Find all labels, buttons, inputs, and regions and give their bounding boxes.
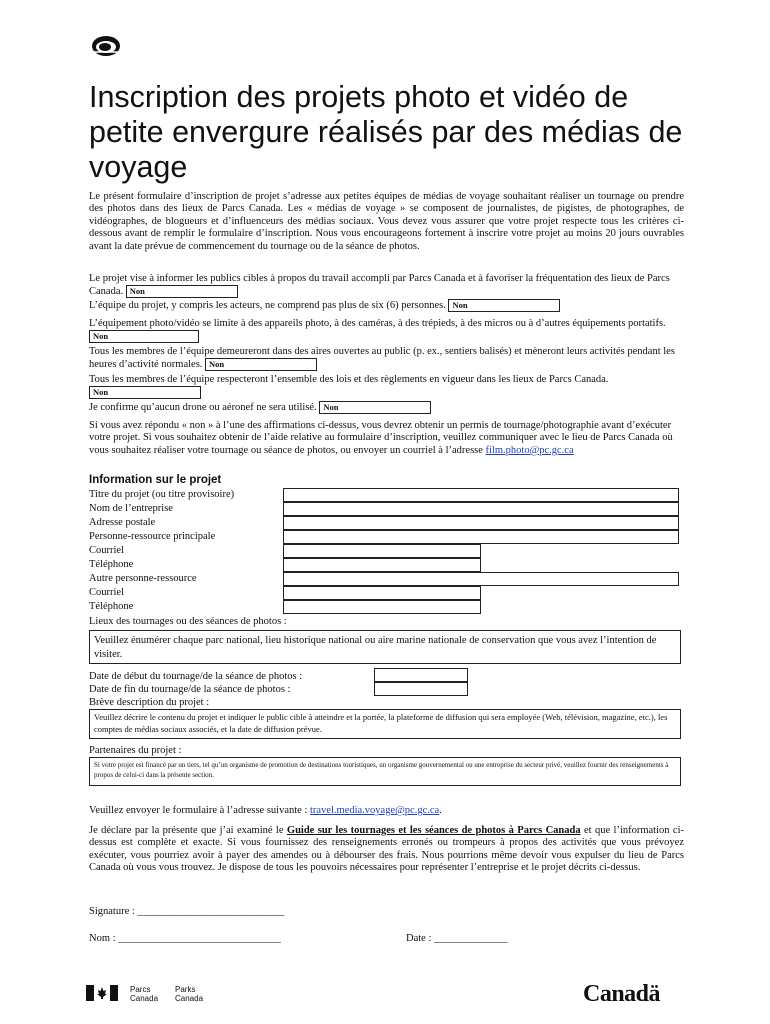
- permit-paragraph: [89, 420, 689, 457]
- question-6-answer[interactable]: Non: [319, 401, 431, 414]
- send-email-link[interactable]: travel.media.voyage@pc.gc.ca: [310, 805, 440, 816]
- label-personne: Personne-ressource principale: [89, 531, 216, 542]
- declaration-paragraph: [89, 825, 684, 875]
- label-breve-description: Brève description du projet :: [89, 697, 210, 708]
- input-courriel-1[interactable]: [283, 544, 481, 558]
- question-1: [89, 273, 689, 299]
- question-2-answer[interactable]: Non: [448, 299, 560, 312]
- film-email-link[interactable]: film.photo@pc.gc.ca: [485, 444, 574, 456]
- declaration-post: et que l’information ci-dessus est complète et exacte. Si vous fournissez des renseignements erronés ou trompeurs à propos des activités que vous prévoyez exécuter, vous pourriez avoir à payer des amendes ou à débourser des frais. Nous pourrions même devoir vous expulser du lieu de Parcs Canada où vous vous trouvez. Je dispose de tous les pouvoirs nécessaires pour représenter l’entreprise et le projet décrits ci-dessus.: [89, 825, 684, 874]
- question-4: [89, 346, 689, 372]
- permit-text: Si vous avez répondu « non » à l’une des affirmations ci-dessus, vous devrez obtenir un permis de tournage/photographie avant d’exécuter votre projet. Si vous souhaitez obtenir de l’aide relative au formulaire d’inscription, veuillez communiquer avec le lieu de Parcs Canada où vous souhaitez réaliser votre tournage ou séance de photos, ou envoyer un courriel à l’adresse: [89, 420, 673, 456]
- question-4-answer[interactable]: Non: [205, 358, 317, 371]
- guide-link[interactable]: Guide sur les tournages et les séances de photos à Parcs Canada: [286, 825, 581, 836]
- input-date-fin[interactable]: [374, 682, 468, 696]
- question-5-answer[interactable]: Non: [89, 386, 201, 399]
- label-autre-personne: Autre personne-ressource: [89, 573, 197, 584]
- input-date-debut[interactable]: [374, 668, 468, 682]
- footer-parcs-canada: [130, 985, 158, 1003]
- nom-line[interactable]: Nom : _______________________________: [89, 933, 281, 944]
- question-6-text: Je confirme qu’aucun drone ou aéronef ne sera utilisé.: [89, 401, 317, 413]
- question-5: [89, 374, 689, 400]
- intro-paragraph: Le présent formulaire d’inscription de projet s’adresse aux petites équipes de médias de voyage souhaitant réaliser un tournage ou prendre des photos dans des lieux de Parcs Canada. Les « médias de voyage » se composent de journalistes, de pigistes, de photographes, de vidéographes, de blogueurs et d’influenceurs des médias sociaux. Vous devez vous assurer que votre projet respecte tous les critères ci-dessous avant de remplir le formulaire d’inscription. Nous vous encourageons fortement à inscrire votre projet au moins 20 jours ouvrables avant la date prévue de commencement du tournage ou de la séance de photos.: [89, 191, 684, 252]
- label-telephone-1: Téléphone: [89, 559, 134, 570]
- label-partenaires: Partenaires du projet :: [89, 745, 182, 756]
- label-lieux: Lieux des tournages ou des séances de photos :: [89, 616, 287, 627]
- input-titre[interactable]: [283, 488, 679, 502]
- input-telephone-1[interactable]: [283, 558, 481, 572]
- label-entreprise: Nom de l’entreprise: [89, 503, 173, 514]
- footer-parcs: Parcs: [130, 985, 151, 994]
- label-titre: Titre du projet (ou titre provisoire): [89, 489, 235, 500]
- question-3-text: L’équipement photo/vidéo se limite à des appareils photo, à des caméras, à des trépieds, à des micros ou à d’autres équipements portatifs.: [89, 318, 666, 329]
- send-line: Veuillez envoyer le formulaire à l’adresse suivante : travel.media.voyage@pc.gc.ca.: [89, 805, 442, 816]
- date-line[interactable]: Date : ______________: [406, 933, 508, 944]
- page-title: Inscription des projets photo et vidéo de petite envergure réalisés par des médias de voyage: [89, 80, 683, 184]
- label-adresse: Adresse postale: [89, 517, 156, 528]
- question-1-text: Le projet vise à informer les publics cibles à propos du travail accompli par Parcs Canada et à favoriser la fréquentation des lieux de Parcs Canada.: [89, 273, 670, 298]
- label-date-debut: Date de début du tournage/de la séance de photos :: [89, 671, 303, 682]
- input-breve-description[interactable]: Veuillez décrire le contenu du projet et indiquer le public cible à atteindre et la portée, la plateforme de diffusion qui sera employée (Web, télévision, magazine, etc.), les comptes de médias sociaux associés, et la date de diffusion prévue.: [89, 709, 681, 739]
- send-text: Veuillez envoyer le formulaire à l’adresse suivante :: [89, 805, 308, 816]
- input-autre-personne[interactable]: [283, 572, 679, 586]
- question-1-answer[interactable]: Non: [126, 285, 238, 298]
- footer-parks-canada: [175, 985, 203, 1003]
- declaration-pre: Je déclare par la présente que j’ai examiné le: [89, 825, 284, 836]
- signature-line[interactable]: Signature : ____________________________: [89, 906, 285, 917]
- label-date-fin: Date de fin du tournage/de la séance de photos :: [89, 684, 291, 695]
- label-courriel-2: Courriel: [89, 587, 124, 598]
- parks-canada-beaver-logo: [90, 34, 122, 58]
- question-6: [89, 401, 689, 414]
- footer-canada-fr: Canada: [130, 994, 159, 1003]
- input-partenaires[interactable]: Si votre projet est financé par un tiers, tel qu’un organisme de promotion de destinations touristiques, un organisme gouvernemental ou une entreprise du secteur privé, veuillez fournir des renseignements à propos de celui-ci dans la présente section.: [89, 757, 681, 786]
- footer-canada-en: Canada: [175, 994, 204, 1003]
- question-3-answer[interactable]: Non: [89, 330, 199, 343]
- question-2: [89, 299, 689, 312]
- question-2-text: L’équipe du projet, y compris les acteurs, ne comprend pas plus de six (6) personnes.: [89, 299, 446, 311]
- label-telephone-2: Téléphone: [89, 601, 134, 612]
- canada-wordmark: Canadä: [583, 981, 661, 1007]
- input-entreprise[interactable]: [283, 502, 679, 516]
- section-title: Information sur le projet: [89, 474, 222, 486]
- footer-parks: Parks: [175, 985, 196, 994]
- question-4-text: Tous les membres de l’équipe demeureront dans des aires ouvertes au public (p. ex., sentiers balisés) et mèneront leurs activités pendant les heures d’activité normales.: [89, 346, 675, 371]
- label-courriel-1: Courriel: [89, 545, 124, 556]
- input-adresse[interactable]: [283, 516, 679, 530]
- input-personne[interactable]: [283, 530, 679, 544]
- input-telephone-2[interactable]: [283, 600, 481, 614]
- input-courriel-2[interactable]: [283, 586, 481, 600]
- input-lieux[interactable]: Veuillez énumérer chaque parc national, lieu historique national ou aire marine nationale de conservation que vous avez l’intention de visiter.: [89, 630, 681, 664]
- canada-flag-icon: [86, 985, 118, 1001]
- question-3: [89, 318, 689, 344]
- question-5-text: Tous les membres de l’équipe respecteront l’ensemble des lois et des règlements en vigueur dans les lieux de Parcs Canada.: [89, 374, 609, 385]
